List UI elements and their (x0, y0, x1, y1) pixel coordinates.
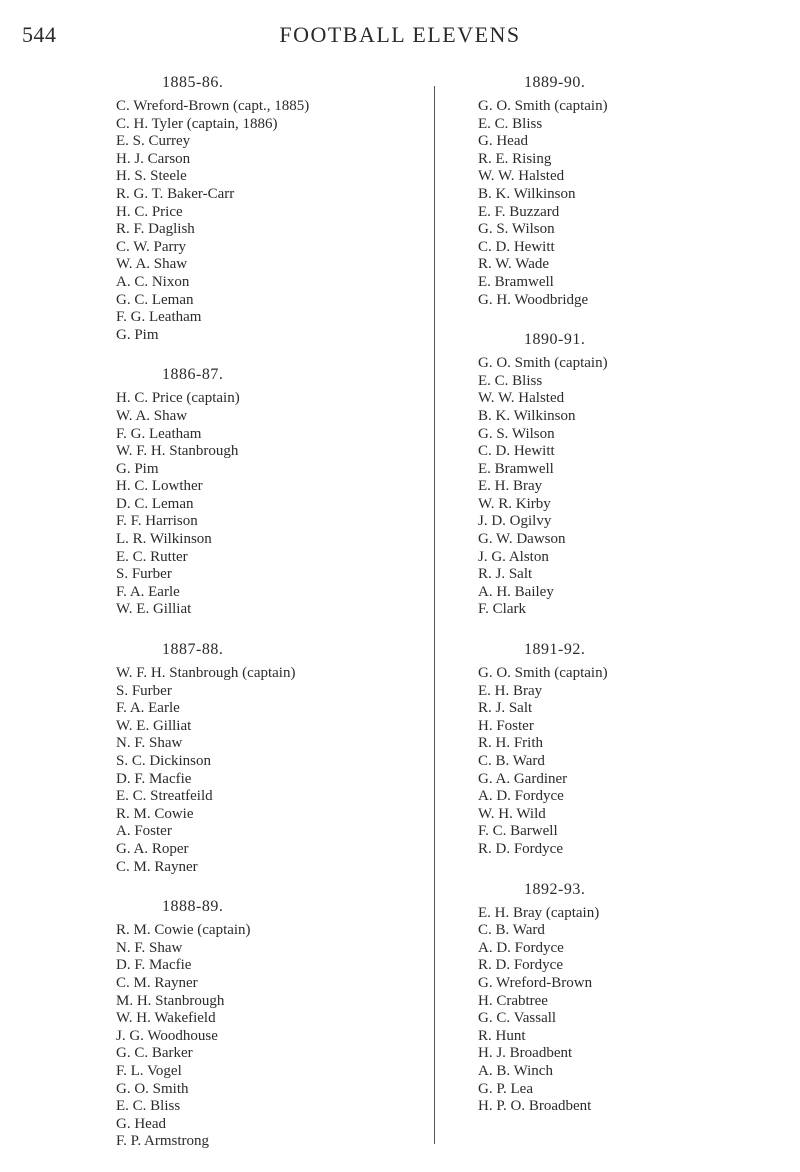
player-entry: G. Pim (116, 460, 159, 477)
player-entry: C. H. Tyler (captain, 1886) (116, 115, 278, 132)
player-entry: W. A. Shaw (116, 407, 188, 424)
player-entry: R. W. Wade (478, 256, 550, 273)
player-entry: W. E. Gilliat (116, 601, 192, 618)
player-entry: G. A. Roper (116, 840, 189, 857)
right-column (478, 72, 768, 1136)
season-title: 1888-89. (162, 898, 224, 916)
player-entry: C. B. Ward (478, 922, 545, 939)
season-section (478, 639, 768, 859)
player-entry: H. C. Price (captain) (116, 390, 240, 407)
player-entry: A. H. Bailey (478, 583, 554, 600)
season-title: 1892-93. (524, 880, 586, 898)
season-section (478, 72, 768, 309)
player-entry: R. M. Cowie (captain) (116, 922, 251, 939)
season-section (478, 879, 768, 1116)
player-entry: W. F. H. Stanbrough (captain) (116, 665, 296, 682)
player-entry: F. Clark (478, 601, 526, 618)
player-entry: B. K. Wilkinson (478, 185, 576, 202)
player-entry: E. H. Bray (captain) (478, 904, 600, 921)
player-list (478, 905, 768, 1116)
player-entry: D. F. Macfie (116, 957, 192, 974)
player-entry: R. H. Frith (478, 735, 544, 752)
season-title: 1885-86. (162, 74, 224, 91)
player-entry: F. P. Armstrong (116, 1133, 209, 1150)
player-entry: H. C. Price (116, 203, 183, 220)
player-entry: E. S. Currey (116, 133, 191, 150)
player-entry: F. A. Earle (116, 700, 180, 717)
player-entry: G. Head (116, 1115, 166, 1132)
player-entry: W. F. H. Stanbrough (116, 443, 239, 460)
player-entry: R. D. Fordyce (478, 957, 563, 974)
player-entry: C. W. Parry (116, 238, 187, 255)
player-entry: R. M. Cowie (116, 805, 194, 822)
player-entry: S. Furber (116, 566, 172, 583)
player-entry: W. W. Halsted (478, 390, 565, 407)
player-entry: E. C. Streatfeild (116, 788, 213, 805)
player-entry: D. F. Macfie (116, 770, 192, 787)
player-entry: A. D. Fordyce (478, 788, 564, 805)
player-entry: A. D. Fordyce (478, 939, 564, 956)
player-entry: J. G. Alston (478, 548, 549, 565)
player-entry: E. Bramwell (478, 460, 554, 477)
player-entry: N. F. Shaw (116, 939, 183, 956)
season-section (116, 364, 406, 619)
player-entry: A. C. Nixon (116, 273, 190, 290)
player-entry: S. Furber (116, 682, 172, 699)
season-section (116, 896, 406, 1151)
player-entry: H. J. Carson (116, 150, 191, 167)
season-section (116, 639, 406, 876)
player-entry: C. M. Rayner (116, 858, 198, 875)
player-entry: W. A. Shaw (116, 256, 188, 273)
season-title: 1889-90. (524, 74, 586, 91)
player-entry: R. Hunt (478, 1027, 526, 1044)
player-entry: R. J. Salt (478, 700, 533, 717)
player-entry: R. G. T. Baker-Carr (116, 185, 235, 202)
player-list (478, 665, 768, 859)
player-entry: G. O. Smith (captain) (478, 665, 608, 682)
player-entry: C. D. Hewitt (478, 238, 555, 255)
player-entry: S. C. Dickinson (116, 753, 212, 769)
player-entry: W. R. Kirby (478, 495, 551, 512)
player-entry: H. S. Steele (116, 168, 187, 185)
season-title: 1890-91. (524, 331, 586, 349)
player-entry: E. C. Bliss (116, 1098, 181, 1115)
player-entry: E. C. Bliss (478, 115, 543, 132)
season-title: 1887-88. (162, 641, 224, 659)
player-entry: E. F. Buzzard (478, 203, 560, 220)
player-entry: J. G. Woodhouse (116, 1027, 218, 1044)
player-entry: F. G. Leatham (116, 425, 202, 442)
running-title: FOOTBALL ELEVENS (279, 22, 521, 47)
player-entry: G. O. Smith (116, 1080, 189, 1097)
player-entry: C. B. Ward (478, 753, 545, 769)
player-entry: E. Bramwell (478, 273, 554, 290)
player-entry: G. A. Gardiner (478, 770, 568, 787)
player-entry: G. C. Vassall (478, 1010, 557, 1027)
player-entry: W. W. Halsted (478, 168, 565, 185)
left-column (116, 72, 406, 1171)
player-entry: B. K. Wilkinson (478, 407, 576, 424)
player-list (478, 355, 768, 619)
player-entry: G. H. Woodbridge (478, 291, 589, 308)
player-entry: R. J. Salt (478, 566, 533, 583)
season-title: 1891-92. (524, 641, 586, 659)
player-entry: F. L. Vogel (116, 1062, 182, 1079)
player-entry: F. G. Leatham (116, 309, 202, 326)
season-title: 1886-87. (162, 366, 224, 384)
player-entry: H. P. O. Broadbent (478, 1098, 592, 1115)
player-list (116, 98, 406, 344)
player-entry: F. F. Harrison (116, 513, 198, 530)
player-entry: H. Crabtree (478, 992, 548, 1009)
page-number: 544 (22, 22, 57, 47)
player-entry: C. M. Rayner (116, 974, 198, 991)
player-entry: G. C. Leman (116, 291, 194, 308)
player-entry: W. E. Gilliat (116, 717, 192, 734)
player-entry: E. H. Bray (478, 478, 543, 495)
player-entry: H. J. Broadbent (478, 1045, 573, 1062)
player-entry: E. C. Rutter (116, 548, 188, 565)
player-entry: N. F. Shaw (116, 735, 183, 752)
player-entry: G. S. Wilson (478, 221, 555, 238)
player-entry: L. R. Wilkinson (116, 531, 212, 548)
player-list (116, 665, 406, 876)
player-entry: G. Wreford-Brown (478, 974, 593, 991)
player-entry: R. E. Rising (478, 150, 552, 167)
season-section (478, 329, 768, 619)
player-list (116, 390, 406, 619)
player-entry: G. P. Lea (478, 1080, 533, 1097)
player-entry: G. C. Barker (116, 1045, 193, 1062)
player-entry: C. D. Hewitt (478, 443, 555, 460)
player-entry: F. C. Barwell (478, 823, 558, 840)
page-header (0, 22, 800, 52)
player-entry: A. B. Winch (478, 1062, 553, 1079)
player-entry: G. S. Wilson (478, 425, 555, 442)
player-entry: G. Pim (116, 326, 159, 343)
column-divider (434, 86, 435, 1144)
player-entry: A. Foster (116, 823, 172, 840)
player-entry: H. Foster (478, 717, 534, 734)
player-entry: G. O. Smith (captain) (478, 355, 608, 372)
player-list (478, 98, 768, 309)
player-entry: C. Wreford-Brown (capt., 1885) (116, 98, 310, 114)
player-entry: W. H. Wakefield (116, 1010, 216, 1027)
player-entry: M. H. Stanbrough (116, 992, 225, 1009)
player-entry: G. O. Smith (captain) (478, 98, 608, 114)
player-entry: H. C. Lowther (116, 478, 203, 495)
player-entry: F. A. Earle (116, 583, 180, 600)
player-entry: J. D. Ogilvy (478, 513, 552, 530)
player-entry: G. W. Dawson (478, 531, 566, 548)
player-entry: W. H. Wild (478, 805, 546, 822)
player-entry: E. H. Bray (478, 682, 543, 699)
player-entry: E. C. Bliss (478, 372, 543, 389)
player-entry: G. Head (478, 133, 528, 150)
player-list (116, 922, 406, 1151)
player-entry: D. C. Leman (116, 495, 194, 512)
player-entry: R. D. Fordyce (478, 840, 563, 857)
player-entry: R. F. Daglish (116, 221, 195, 238)
season-section (116, 72, 406, 344)
